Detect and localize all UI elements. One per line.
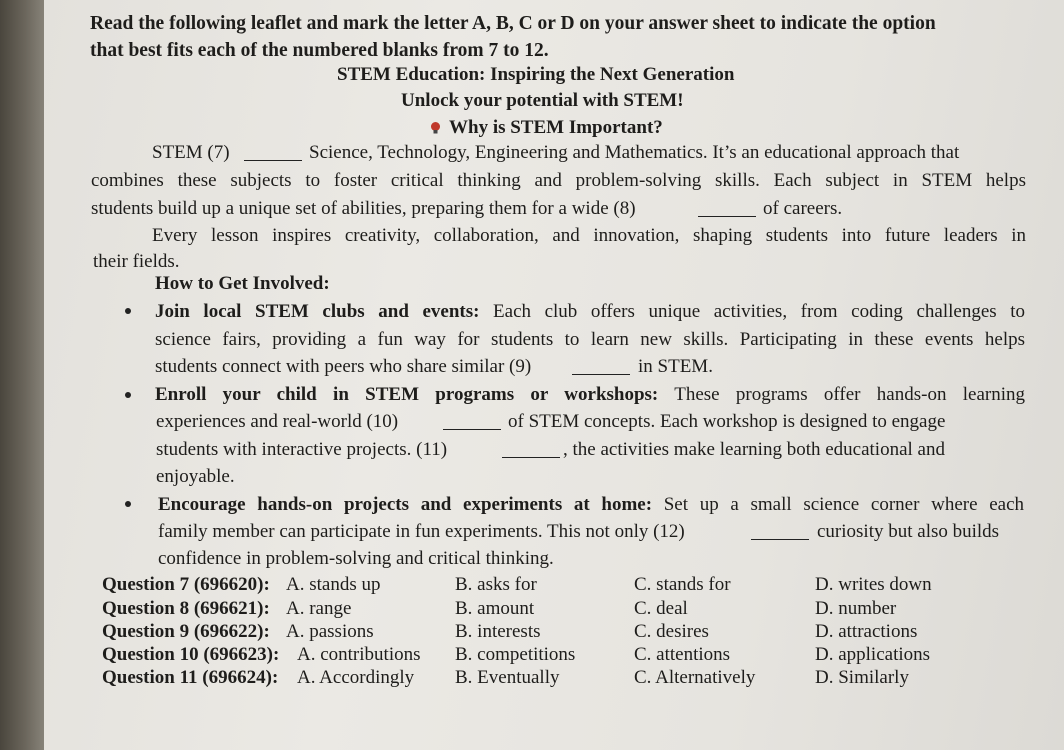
bullet-1-line-3b: in STEM. <box>638 356 713 377</box>
blank-11 <box>502 441 560 458</box>
bullet-1-line-1 <box>155 300 1025 324</box>
blank-7 <box>244 144 302 161</box>
p1-line-1a: STEM (7) <box>152 142 230 163</box>
option-a[interactable]: A. passions <box>286 621 374 642</box>
blank-8 <box>698 200 756 217</box>
bullet-1-line-3a: students connect with peers who share similar (9) <box>155 356 532 377</box>
option-b[interactable]: B. interests <box>455 621 541 642</box>
option-d[interactable]: D. attractions <box>815 621 918 642</box>
p2-line-1: Every lesson inspires creativity, collaboration, and innovation, shaping students into future leaders in <box>152 225 1026 246</box>
p1-line-3b: of careers. <box>763 198 843 219</box>
option-b[interactable]: B. competitions <box>455 644 576 665</box>
instruction-line-1: Read the following leaflet and mark the letter A, B, C or D on your answer sheet to indicate the option <box>90 13 936 34</box>
option-b[interactable]: B. asks for <box>455 574 537 595</box>
bullet-1-text: Each club offers unique activities, from coding challenges to <box>493 301 1026 322</box>
bullet-2-line-3a: students with interactive projects. (11) <box>156 439 448 460</box>
p2-line-2: their fields. <box>93 251 180 272</box>
bullet-1 <box>125 308 131 314</box>
section-heading <box>430 116 663 140</box>
lightbulb-icon <box>430 122 441 134</box>
option-c[interactable]: C. desires <box>634 621 709 642</box>
bullet-2-line-3b: , the activities make learning both educational and <box>563 439 945 460</box>
section-heading-text: Why is STEM Important? <box>449 117 663 138</box>
bullet-2-text: These programs offer hands-on learning <box>674 384 1025 405</box>
question-label: Question 11 (696624): <box>102 667 279 688</box>
bullet-3-line-2a: family member can participate in fun experiments. This not only (12) <box>158 521 685 542</box>
bullet-2-line-4: enjoyable. <box>156 466 235 487</box>
bullet-1-line-2: science fairs, providing a fun way for students to learn new skills. Participating in these events helps <box>155 329 1025 350</box>
p1-line-2: combines these subjects to foster critical thinking and problem-solving skills. Each subject in STEM helps <box>91 170 1026 191</box>
p1-line-1b: Science, Technology, Engineering and Mathematics. It’s an educational approach that <box>309 142 960 163</box>
option-c[interactable]: C. stands for <box>634 574 731 595</box>
option-d[interactable]: D. number <box>815 598 897 619</box>
option-c[interactable]: C. Alternatively <box>634 667 756 688</box>
bullet-3-line-3: confidence in problem-solving and critical thinking. <box>158 548 554 569</box>
option-b[interactable]: B. Eventually <box>455 667 560 688</box>
question-label: Question 7 (696620): <box>102 574 270 595</box>
option-c[interactable]: C. attentions <box>634 644 731 665</box>
bullet-3 <box>125 501 131 507</box>
leaflet-subtitle: Unlock your potential with STEM! <box>401 90 684 111</box>
p1-line-3a: students build up a unique set of abilities, preparing them for a wide (8) <box>91 198 636 219</box>
blank-10 <box>443 413 501 430</box>
bullet-2-line-2a: experiences and real-world (10) <box>156 411 399 432</box>
question-label: Question 10 (696623): <box>102 644 280 665</box>
option-a[interactable]: A. contributions <box>297 644 421 665</box>
involved-heading: How to Get Involved: <box>155 273 330 294</box>
bullet-3-bold: Encourage hands-on projects and experiments at home: <box>158 494 653 515</box>
bullet-2-bold: Enroll your child in STEM programs or workshops: <box>155 384 659 405</box>
bullet-2-line-2b: of STEM concepts. Each workshop is designed to engage <box>508 411 946 432</box>
option-a[interactable]: A. Accordingly <box>297 667 415 688</box>
blank-12 <box>751 523 809 540</box>
option-d[interactable]: D. writes down <box>815 574 932 595</box>
option-b[interactable]: B. amount <box>455 598 535 619</box>
option-d[interactable]: D. applications <box>815 644 931 665</box>
question-label: Question 8 (696621): <box>102 598 270 619</box>
leaflet-title: STEM Education: Inspiring the Next Generation <box>337 64 735 85</box>
option-c[interactable]: C. deal <box>634 598 688 619</box>
bullet-3-line-1 <box>158 493 1024 517</box>
option-a[interactable]: A. stands up <box>286 574 381 595</box>
bullet-3-line-2b: curiosity but also builds <box>817 521 1000 542</box>
question-label: Question 9 (696622): <box>102 621 270 642</box>
bullet-1-bold: Join local STEM clubs and events: <box>155 301 480 322</box>
option-d[interactable]: D. Similarly <box>815 667 909 688</box>
option-a[interactable]: A. range <box>286 598 352 619</box>
page-edge-shadow <box>0 0 46 750</box>
bullet-3-text: Set up a small science corner where each <box>663 494 1024 515</box>
bullet-2 <box>125 392 131 398</box>
instruction-line-2: that best fits each of the numbered blanks from 7 to 12. <box>90 40 549 61</box>
blank-9 <box>572 358 630 375</box>
bullet-2-line-1 <box>155 383 1025 407</box>
